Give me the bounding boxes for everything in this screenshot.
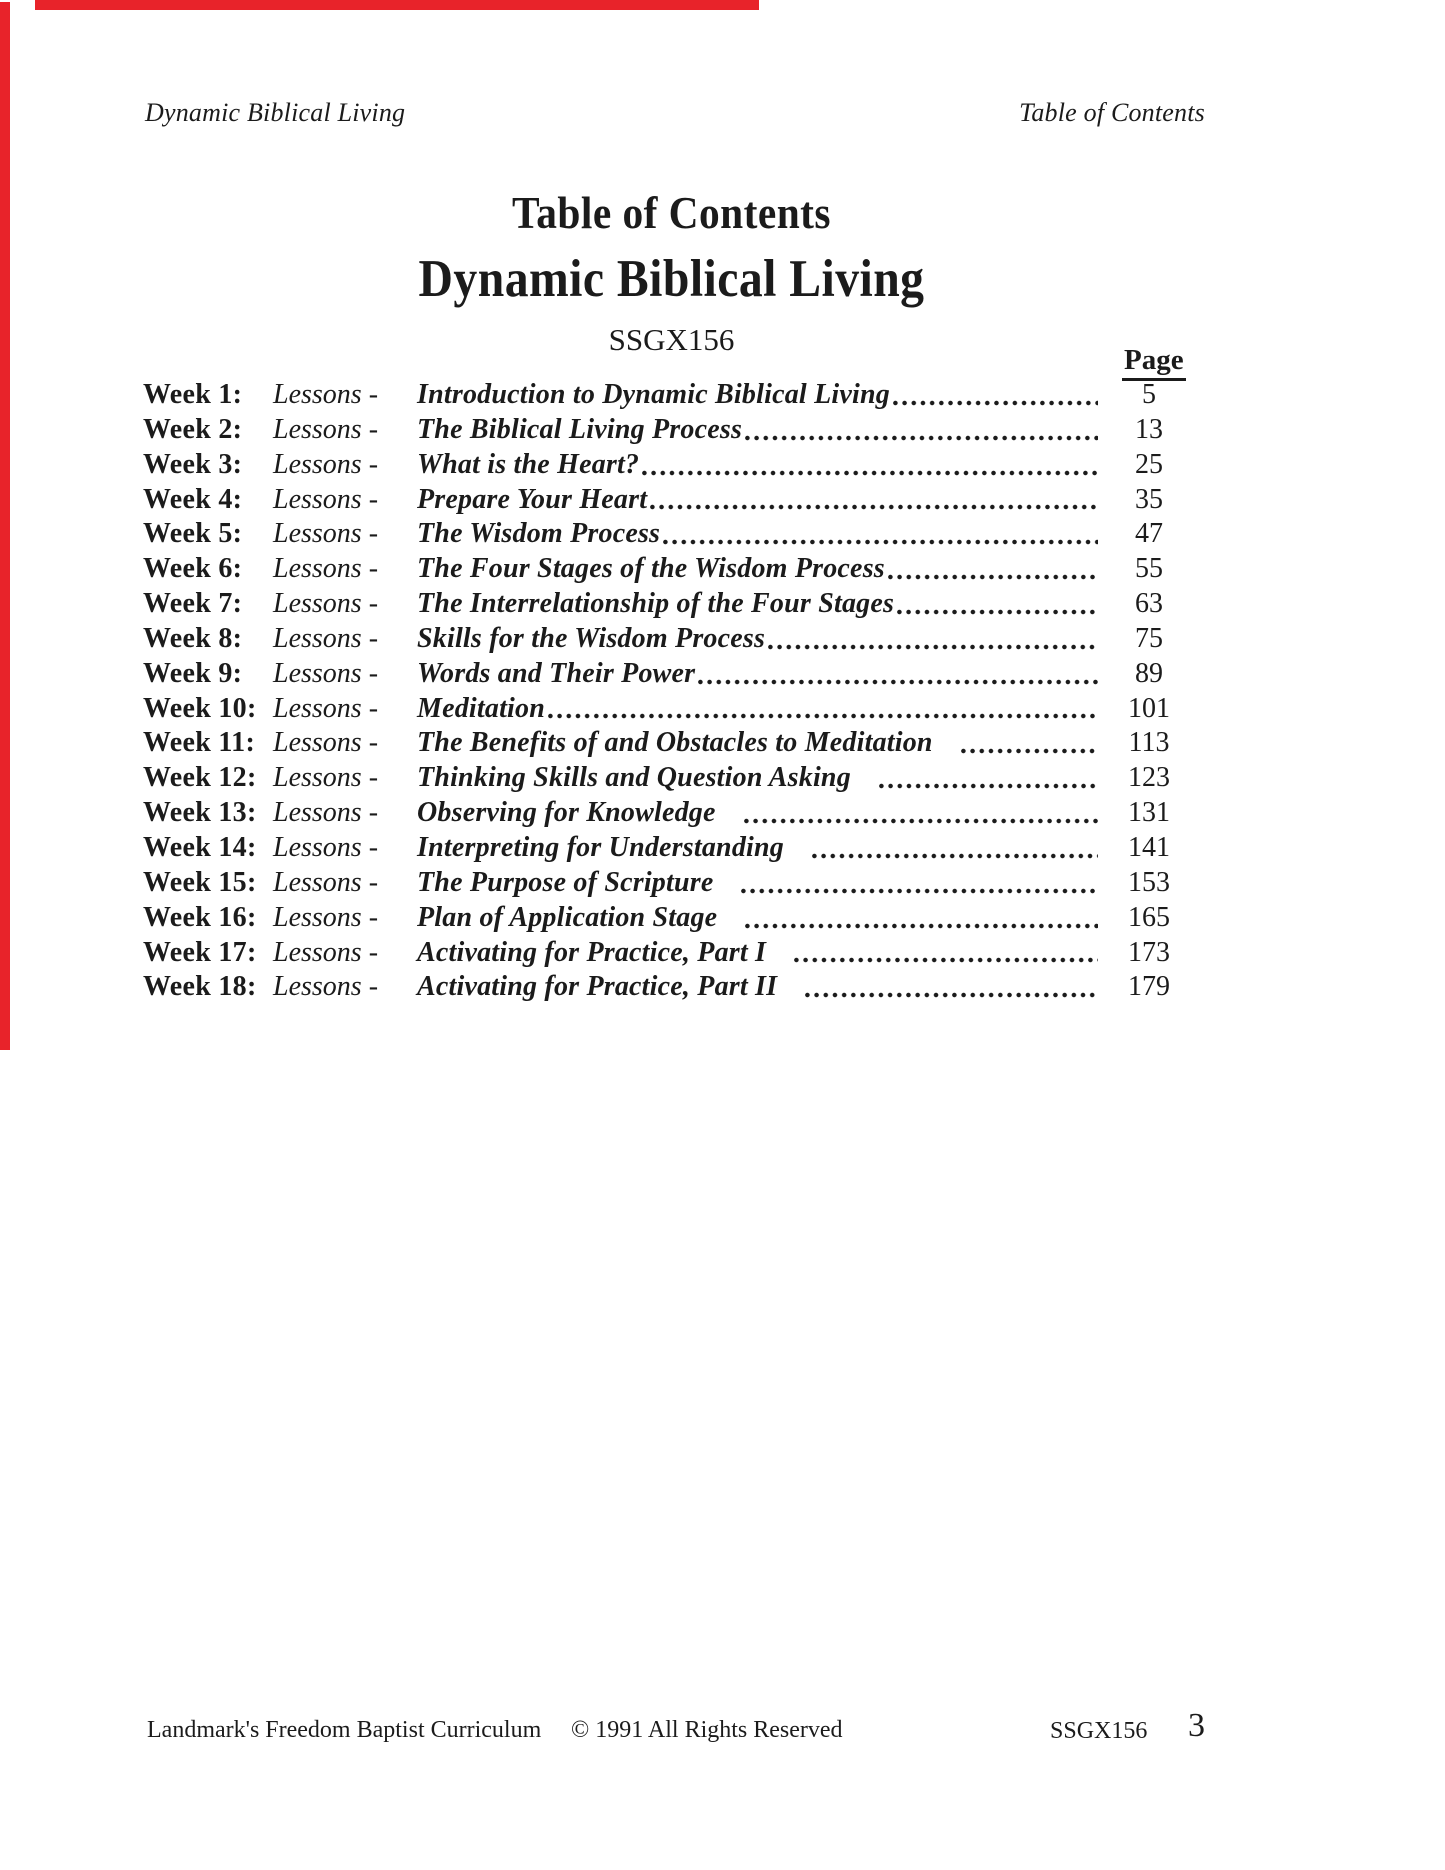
week-label: Week 12: — [143, 762, 257, 794]
lesson-title: What is the Heart? — [417, 448, 640, 480]
week-label: Week 18: — [143, 971, 257, 1003]
page-title: Table of Contents — [512, 187, 831, 238]
page-number: 47 — [1135, 518, 1163, 550]
toc-entry-row — [143, 657, 1192, 692]
dot-leader — [745, 435, 1098, 441]
lesson-title: The Wisdom Process — [417, 518, 661, 550]
dot-leader — [650, 504, 1098, 510]
lesson-title: Introduction to Dynamic Biblical Living — [417, 379, 890, 410]
lesson-title: Words and Their Power — [417, 657, 696, 689]
dot-leader — [794, 957, 1098, 963]
toc-list — [143, 378, 1192, 1005]
page-number: 101 — [1128, 692, 1170, 724]
dot-leader — [663, 539, 1098, 545]
lesson-title: Interpreting for Understanding — [417, 831, 784, 863]
toc-entry-row — [143, 831, 1192, 866]
page-number: 173 — [1128, 936, 1170, 968]
page-number: 55 — [1135, 553, 1163, 585]
week-label: Week 10: — [143, 692, 257, 724]
dot-leader — [698, 679, 1098, 685]
lessons-label: Lessons - — [273, 797, 379, 829]
toc-entry-row — [143, 970, 1192, 1005]
toc-entry-row — [143, 413, 1192, 448]
page-number: 63 — [1135, 588, 1163, 620]
lesson-title: The Benefits of and Obstacles to Meditation — [417, 727, 933, 759]
toc-entry-row — [143, 936, 1192, 971]
page-number: 153 — [1128, 866, 1170, 898]
page-number: 35 — [1135, 483, 1163, 515]
week-label: Week 1: — [143, 379, 243, 410]
dot-leader — [879, 783, 1098, 789]
dot-leader — [812, 853, 1098, 859]
toc-entry-row — [143, 517, 1192, 552]
dot-leader — [744, 818, 1098, 824]
week-label: Week 5: — [143, 518, 243, 550]
page-number: 89 — [1135, 657, 1163, 689]
toc-entry-row — [143, 483, 1192, 518]
dot-leader — [745, 923, 1098, 929]
dot-leader — [897, 609, 1098, 615]
toc-entry-row — [143, 552, 1192, 587]
lessons-label: Lessons - — [273, 588, 379, 620]
dot-leader — [961, 748, 1098, 754]
lesson-title: The Biblical Living Process — [417, 413, 743, 445]
lessons-label: Lessons - — [273, 936, 379, 968]
toc-entry-row — [143, 692, 1192, 727]
toc-entry-row — [143, 796, 1192, 831]
toc-entry-row — [143, 448, 1192, 483]
toc-entry-row — [143, 866, 1192, 901]
dot-leader — [805, 992, 1098, 998]
page-number: 141 — [1128, 831, 1170, 863]
page-column-header: Page — [1122, 344, 1186, 381]
dot-leader — [888, 574, 1098, 580]
lessons-label: Lessons - — [273, 518, 379, 550]
lessons-label: Lessons - — [273, 692, 379, 724]
page-number: 5 — [1142, 379, 1156, 410]
week-label: Week 11: — [143, 727, 256, 759]
week-label: Week 13: — [143, 797, 257, 829]
lesson-title: Meditation — [417, 692, 546, 724]
lesson-title: The Four Stages of the Wisdom Process — [417, 553, 885, 585]
page-number: 165 — [1128, 901, 1170, 933]
lessons-label: Lessons - — [273, 622, 379, 654]
page-number: 179 — [1128, 971, 1170, 1003]
week-label: Week 8: — [143, 622, 243, 654]
week-label: Week 2: — [143, 413, 243, 445]
page-number: 131 — [1128, 797, 1170, 829]
lessons-label: Lessons - — [273, 762, 379, 794]
dot-leader — [893, 400, 1098, 406]
lessons-label: Lessons - — [273, 971, 379, 1003]
page-number: 113 — [1128, 727, 1170, 759]
lessons-label: Lessons - — [273, 413, 379, 445]
week-label: Week 17: — [143, 936, 257, 968]
lessons-label: Lessons - — [273, 727, 379, 759]
week-label: Week 16: — [143, 901, 257, 933]
toc-entry-row — [143, 761, 1192, 796]
lesson-title: Activating for Practice, Part II — [417, 971, 778, 1003]
toc-entry-row — [143, 378, 1192, 413]
lesson-title: Plan of Application Stage — [417, 901, 718, 933]
scan-artifact-left-line — [0, 2, 10, 1050]
lessons-label: Lessons - — [273, 483, 379, 515]
page-number: 123 — [1128, 762, 1170, 794]
dot-leader — [768, 644, 1098, 650]
lesson-title: Prepare Your Heart — [417, 483, 648, 515]
lessons-label: Lessons - — [273, 379, 379, 410]
lessons-label: Lessons - — [273, 657, 379, 689]
toc-entry-row — [143, 587, 1192, 622]
lesson-title: Thinking Skills and Question Asking — [417, 762, 851, 794]
lessons-label: Lessons - — [273, 831, 379, 863]
heading-block — [0, 187, 1343, 357]
week-label: Week 7: — [143, 588, 243, 620]
page-number: 25 — [1135, 448, 1163, 480]
page-number: 13 — [1135, 413, 1163, 445]
lesson-title: The Interrelationship of the Four Stages — [417, 588, 895, 620]
week-label: Week 3: — [143, 448, 243, 480]
lesson-title: Activating for Practice, Part I — [417, 936, 767, 968]
lessons-label: Lessons - — [273, 901, 379, 933]
book-title: Dynamic Biblical Living — [418, 250, 925, 308]
footer-publisher: Landmark's Freedom Baptist Curriculum — [147, 1717, 542, 1743]
dot-leader — [741, 888, 1098, 894]
toc-entry-row — [143, 726, 1192, 761]
footer-copyright: © 1991 All Rights Reserved — [571, 1717, 843, 1743]
week-label: Week 9: — [143, 657, 243, 689]
scan-artifact-top-line — [35, 0, 759, 10]
week-label: Week 15: — [143, 866, 257, 898]
dot-leader — [642, 470, 1098, 476]
week-label: Week 4: — [143, 483, 243, 515]
toc-entry-row — [143, 622, 1192, 657]
dot-leader — [548, 713, 1098, 719]
page-number: 75 — [1135, 622, 1163, 654]
lesson-title: The Purpose of Scripture — [417, 866, 714, 898]
lesson-title: Observing for Knowledge — [417, 797, 716, 829]
lessons-label: Lessons - — [273, 866, 379, 898]
lessons-label: Lessons - — [273, 448, 379, 480]
week-label: Week 14: — [143, 831, 257, 863]
lessons-label: Lessons - — [273, 553, 379, 585]
running-header-right: Table of Contents — [1019, 98, 1205, 127]
running-header-left: Dynamic Biblical Living — [145, 98, 406, 127]
course-code: SSGX156 — [608, 322, 735, 357]
lesson-title: Skills for the Wisdom Process — [417, 622, 766, 654]
week-label: Week 6: — [143, 553, 243, 585]
toc-entry-row — [143, 901, 1192, 936]
footer-code: SSGX156 — [1050, 1718, 1148, 1744]
footer-page-num: 3 — [1188, 1707, 1205, 1744]
